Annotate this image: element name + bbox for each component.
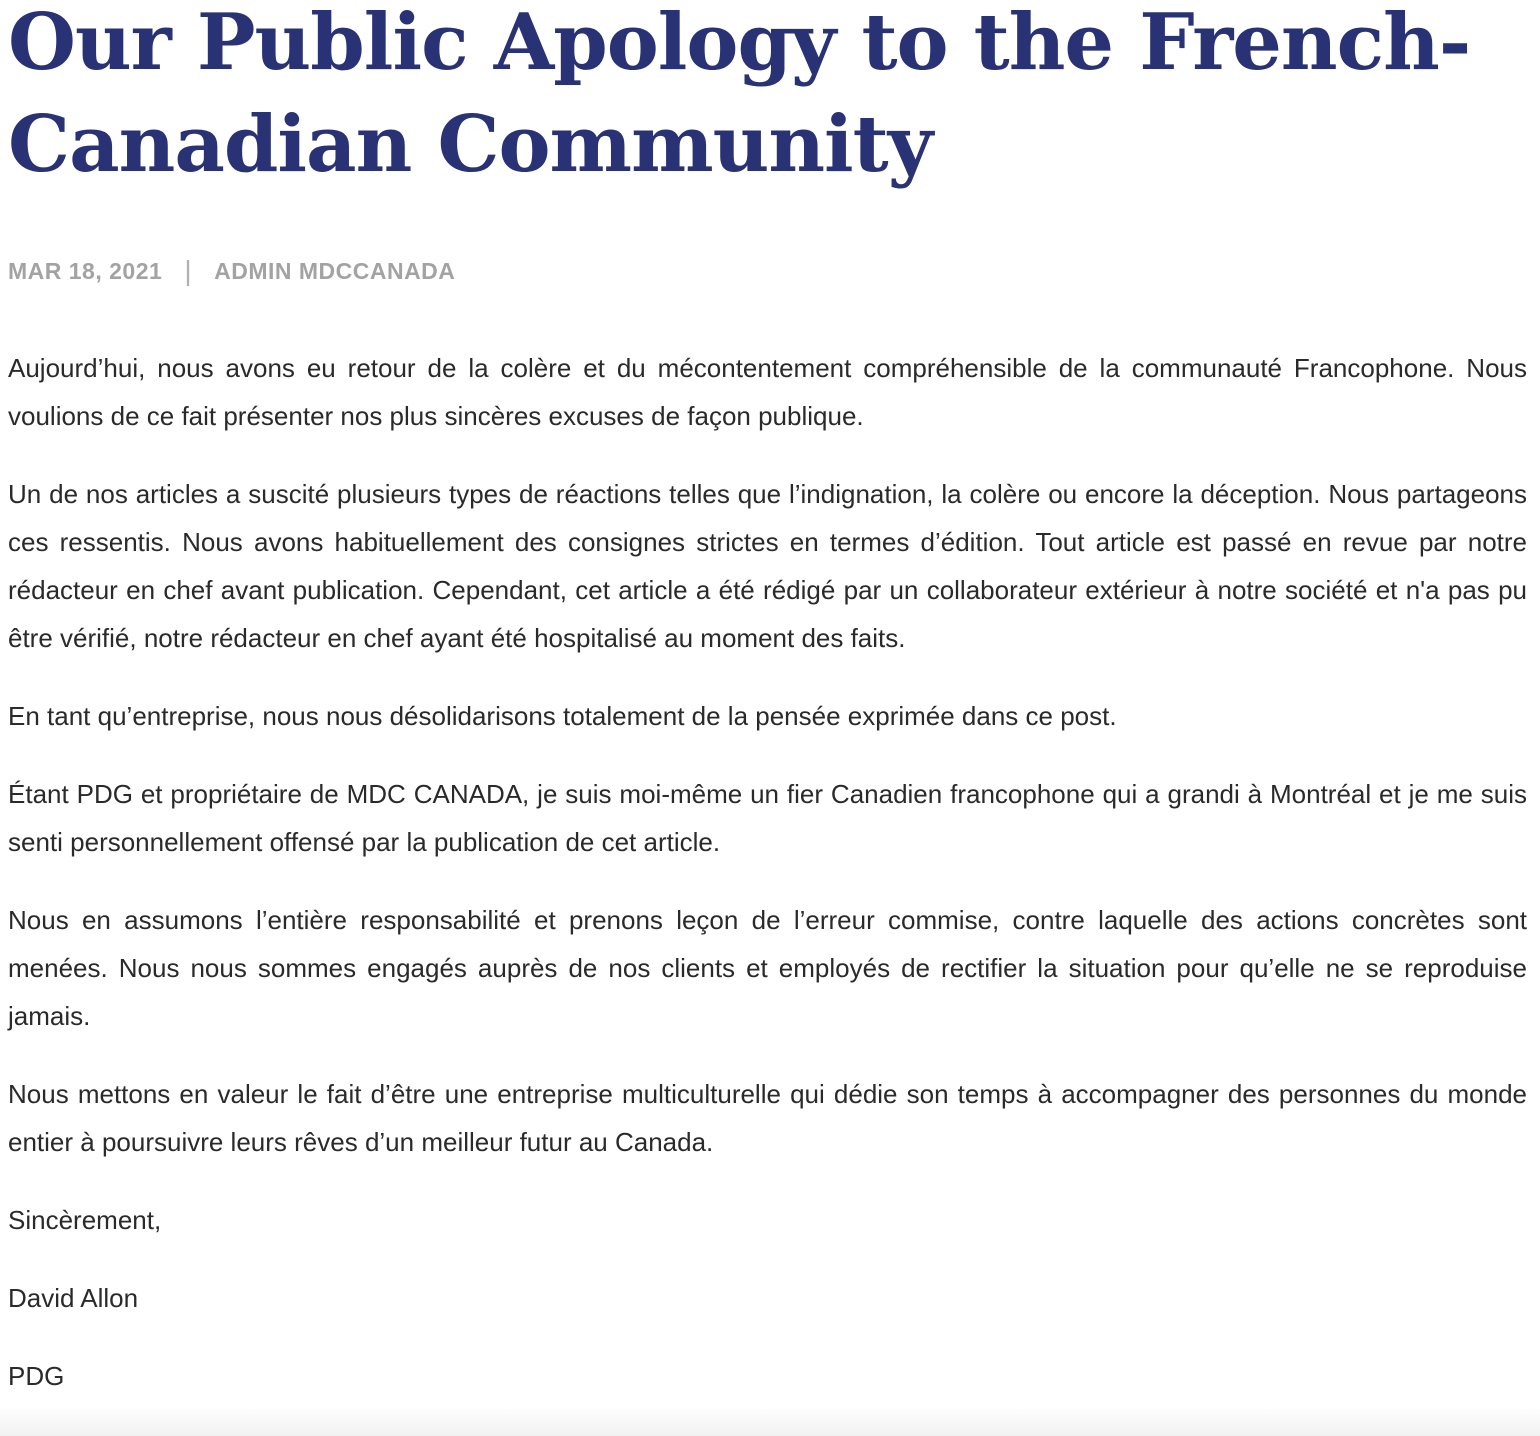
article (8, 0, 1527, 1430)
paragraph-disavowal: En tant qu’entreprise, nous nous désolidarisons totalement de la pensée exprimée dans ce post. (8, 701, 1117, 731)
article-body (8, 344, 1527, 1400)
signature-role: PDG (8, 1361, 65, 1391)
meta-separator: | (184, 255, 193, 286)
paragraph-ceo-statement: Étant PDG et propriétaire de MDC CANADA, je suis moi-même un fier Canadien francophone qui a grandi à Montréal et je me suis senti personnellement offensé par la publication de cet article. (8, 779, 1527, 857)
paragraph-responsibility: Nous en assumons l’entière responsabilité et prenons leçon de l’erreur commise, contre laquelle des actions concrètes sont menées. Nous nous sommes engagés auprès de nos clients et employés de rectifier la situation pour qu’elle ne se reproduise jamais. (8, 905, 1527, 1031)
post-author[interactable]: ADMIN MDCCANADA (214, 257, 456, 284)
closing-salutation: Sincèrement, (8, 1205, 162, 1235)
signature-name: David Allon (8, 1283, 139, 1313)
paragraph-values: Nous mettons en valeur le fait d’être une entreprise multiculturelle qui dédie son temps à accompagner des personnes du monde entier à poursuivre leurs rêves d’un meilleur futur au Canada. (8, 1079, 1527, 1157)
paragraph-intro: Aujourd’hui, nous avons eu retour de la colère et du mécontentement compréhensible de la communauté Francophone. Nous voulions de ce fait présenter nos plus sincères excuses de façon publique. (8, 353, 1527, 431)
article-meta (8, 256, 1527, 286)
paragraph-reactions: Un de nos articles a suscité plusieurs types de réactions telles que l’indignation, la colère ou encore la déception. Nous partageons ces ressentis. Nous avons habituellement des consignes strictes en termes d’édition. Tout article est passé en revue par notre rédacteur en chef avant publication. Cependant, cet article a été rédigé par un collaborateur extérieur à notre société et n'a pas pu être vérifié, notre rédacteur en chef ayant été hospitalisé au moment des faits. (8, 479, 1527, 653)
post-date: MAR 18, 2021 (8, 257, 163, 284)
bottom-fade (0, 1406, 1540, 1436)
article-title: Our Public Apology to the French-Canadian Community (8, 0, 1471, 190)
